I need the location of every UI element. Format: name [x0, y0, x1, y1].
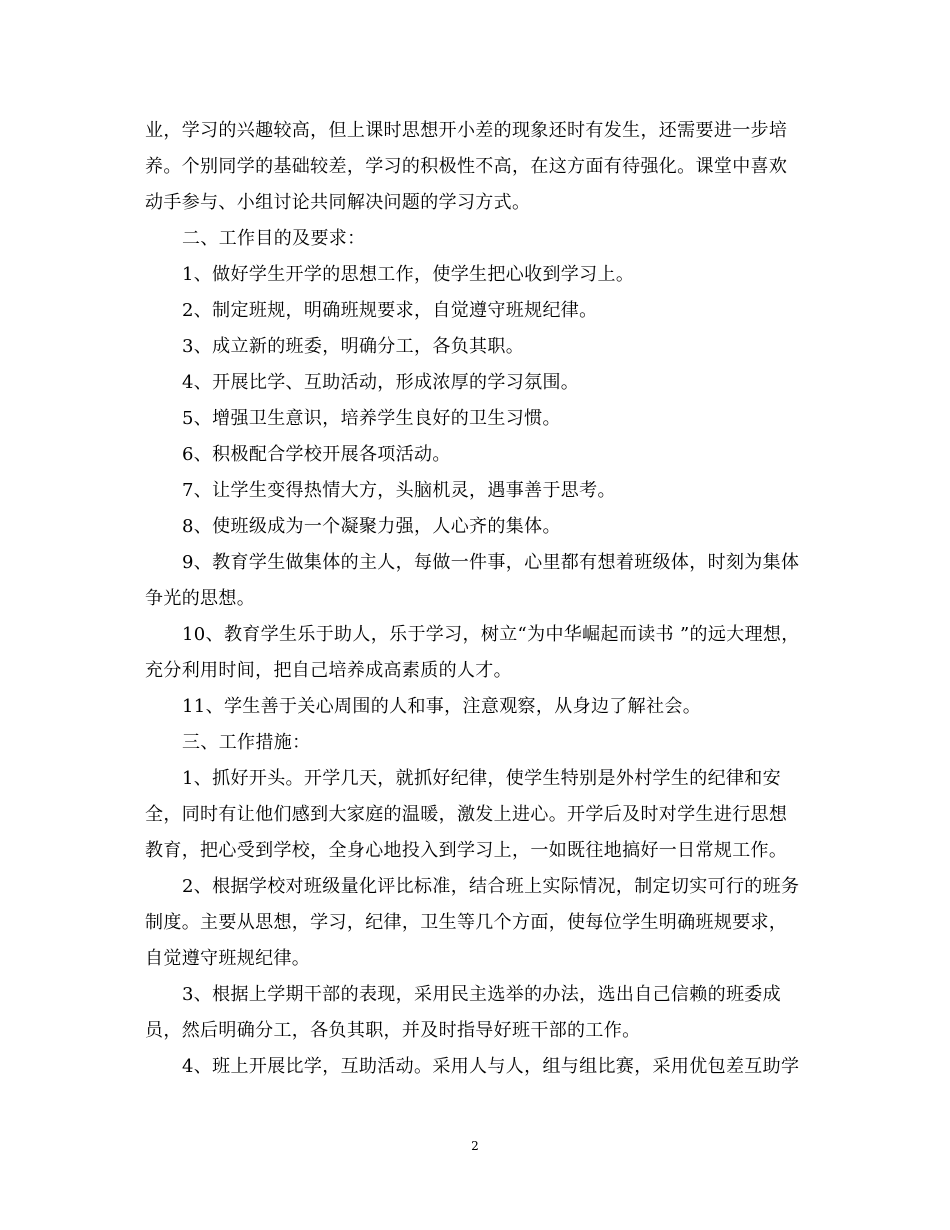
text-line: 制度。主要从思想，学习，纪律，卫生等几个方面，使每位学生明确班规要求，	[145, 912, 788, 933]
text-line: 2、根据学校对班级量化评比标准，结合班上实际情况，制定切实可行的班务	[182, 876, 800, 897]
text-line: 8、使班级成为一个凝聚力强，人心齐的集体。	[182, 516, 561, 537]
text-line: 教育，把心受到学校，全身心地投入到学习上，一如既往地搞好一日常规工作。	[145, 840, 788, 861]
text-line: 1、做好学生开学的思想工作，使学生把心收到学习上。	[182, 264, 635, 285]
text-line: 争光的思想。	[145, 588, 256, 609]
text-line: 动手参与、小组讨论共同解决问题的学习方式。	[145, 192, 531, 213]
text-line: 1、抓好开头。开学几天，就抓好纪律，使学生特别是外村学生的纪律和安	[182, 768, 781, 789]
text-line: 三、工作措施：	[182, 732, 311, 753]
text-line: 9、教育学生做集体的主人，每做一件事，心里都有想着班级体，时刻为集体	[182, 552, 800, 573]
text-line: 3、成立新的班委，明确分工，各负其职。	[182, 336, 525, 357]
text-line: 自觉遵守班规纪律。	[145, 948, 311, 969]
text-line: 业，学习的兴趣较高，但上课时思想开小差的现象还时有发生，还需要进一步培	[145, 120, 788, 141]
text-line: 11、学生善于关心周围的人和事，注意观察，从身边了解社会。	[182, 696, 702, 717]
text-line: 10、教育学生乐于助人，乐于学习，树立“为中华崛起而读书 ”的远大理想，	[182, 624, 800, 645]
text-line: 二、工作目的及要求：	[182, 228, 366, 249]
text-line: 4、班上开展比学，互助活动。采用人与人，组与组比赛，采用优包差互助学	[182, 1056, 800, 1077]
text-line: 4、开展比学、互助活动，形成浓厚的学习氛围。	[182, 372, 580, 393]
document-body	[145, 113, 809, 1085]
page-number: 2	[471, 1139, 479, 1153]
text-line: 7、让学生变得热情大方，头脑机灵，遇事善于思考。	[182, 480, 616, 501]
text-line: 3、根据上学期干部的表现，采用民主选举的办法，选出自己信赖的班委成	[182, 984, 781, 1005]
text-line: 6、积极配合学校开展各项活动。	[182, 444, 451, 465]
text-line: 5、增强卫生意识，培养学生良好的卫生习惯。	[182, 408, 561, 429]
text-line: 全，同时有让他们感到大家庭的温暖，激发上进心。开学后及时对学生进行思想	[145, 804, 788, 825]
text-line: 充分利用时间，把自己培养成高素质的人才。	[145, 660, 512, 681]
text-line: 养。个别同学的基础较差，学习的积极性不高，在这方面有待强化。课堂中喜欢	[145, 156, 788, 177]
text-line: 员，然后明确分工，各负其职，并及时指导好班干部的工作。	[145, 1020, 641, 1041]
text-line: 2、制定班规，明确班规要求，自觉遵守班规纪律。	[182, 300, 598, 321]
